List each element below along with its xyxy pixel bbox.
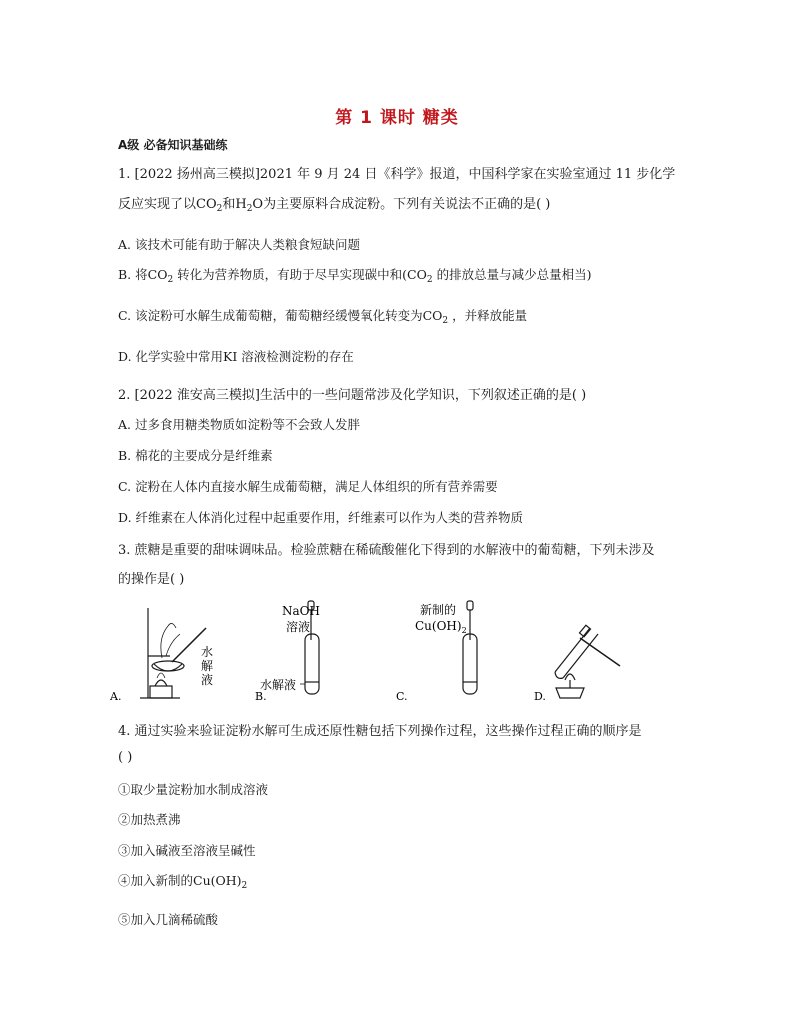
q4-step-3: ③加入碱液至溶液呈碱性 — [118, 843, 256, 858]
q2-option-a: A. 过多食用糖类物质如淀粉等不会致人发胖 — [118, 417, 360, 432]
figure-c-dropper-test-tube — [463, 601, 477, 694]
section-heading: A级 必备知识基础练 — [118, 138, 228, 152]
q4-step-2: ②加热煮沸 — [118, 812, 181, 827]
figure-a-text-3: 液 — [201, 673, 214, 687]
apparatus-drawings — [110, 598, 690, 710]
q2-option-b: B. 棉花的主要成分是纤维素 — [118, 448, 273, 463]
figure-a-label: A. — [110, 690, 122, 703]
q1-stem-line1: 1. [2022 扬州高三模拟]2021 年 9 月 24 日《科学》报道，中国科学家在实验室通过 11 步化学 — [118, 167, 676, 182]
page-title: 第 1 课时 糖类 — [335, 108, 459, 128]
figure-b-reagent-line1: NaOH — [282, 604, 320, 618]
q1-option-c: C. 该淀粉可水解生成葡萄糖，葡萄糖经缓慢氧化转变为$CO_2$ ，并释放能量 — [118, 308, 528, 326]
q4-stem-line2: ( ) — [118, 750, 133, 765]
figure-c-reagent-line2: $Cu(OH)_2$ — [415, 619, 467, 635]
figure-d-test-tube-heating — [555, 625, 620, 698]
figure-a-text-2: 解 — [201, 659, 214, 673]
q3-stem-line1: 3. 蔗糖是重要的甜味调味品。检验蔗糖在稀硫酸催化下得到的水解液中的葡萄糖，下列未涉及 — [118, 543, 655, 558]
figure-d-label: D. — [534, 690, 546, 703]
q4-stem-line1: 4. 通过实验来验证淀粉水解可生成还原性糖包括下列操作过程，这些操作过程正确的顺序是 — [118, 724, 642, 739]
q2-option-c: C. 淀粉在人体内直接水解生成葡萄糖，满足人体组织的所有营养需要 — [118, 479, 498, 494]
figure-c-label: C. — [396, 690, 408, 703]
figure-c-reagent-line1: 新制的 — [420, 603, 457, 617]
q4-step-5: ⑤加入几滴稀硫酸 — [118, 912, 219, 927]
q1-option-b: B. 将$CO_2$ 转化为营养物质，有助于尽早实现碳中和($CO_2$ 的排放总量与减少总量相当) — [118, 267, 592, 285]
figure-a-text-1: 水 — [201, 645, 214, 659]
figure-b-label: B. — [255, 690, 267, 703]
q3-apparatus-figure — [110, 598, 690, 710]
q3-stem-line2: 的操作是( ) — [118, 572, 185, 587]
q1-stem-line2: 反应实现了以$CO_2$和$H_2O$为主要原料合成淀粉。下列有关说法不正确的是( ) — [118, 197, 551, 214]
q2-stem: 2. [2022 淮安高三模拟]生活中的一些问题常涉及化学知识，下列叙述正确的是( ) — [118, 388, 587, 403]
figure-b-liquid-label: 水解液 — [260, 678, 297, 692]
q1-option-d: D. 化学实验中常用KI 溶液检测淀粉的存在 — [118, 349, 354, 364]
q1-option-a: A. 该技术可能有助于解决人类粮食短缺问题 — [118, 237, 360, 252]
q4-step-4: ④加入新制的$Cu(OH)_2$ — [118, 873, 248, 891]
figure-b-reagent-line2: 溶液 — [286, 620, 311, 634]
q2-option-d: D. 纤维素在人体消化过程中起重要作用，纤维素可以作为人类的营养物质 — [118, 510, 524, 525]
figure-a-heating-apparatus — [140, 608, 206, 698]
q4-step-1: ①取少量淀粉加水制成溶液 — [118, 782, 269, 797]
